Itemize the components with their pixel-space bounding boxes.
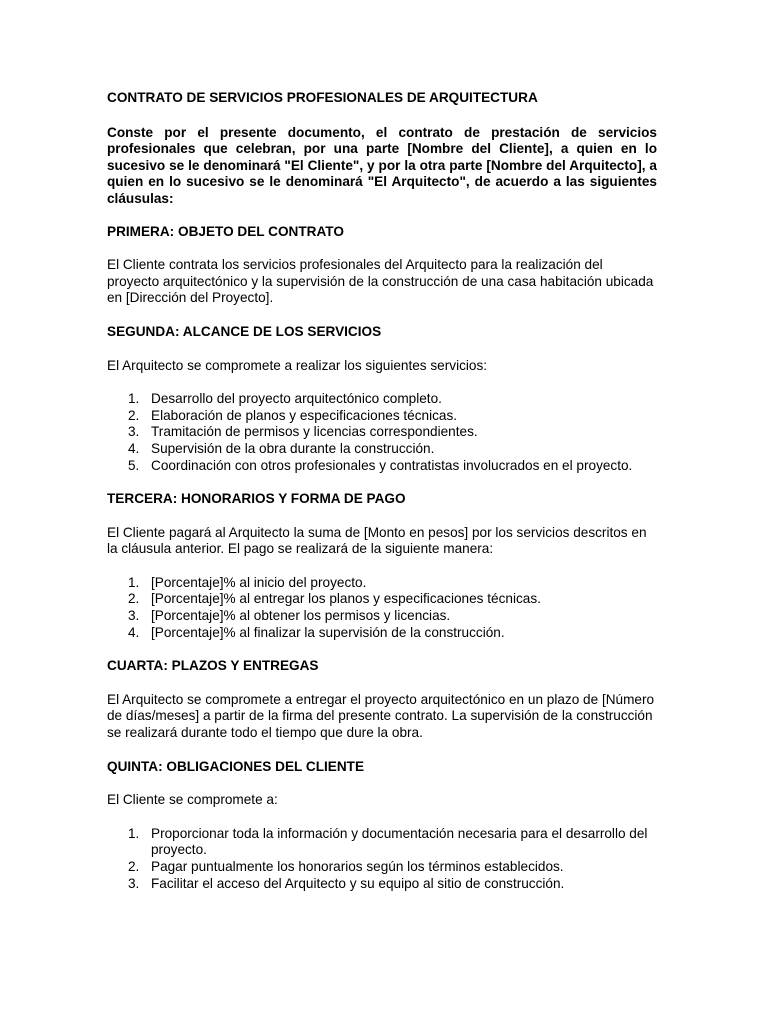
client-obligations-list <box>107 826 657 892</box>
list-item-text: Coordinación con otros profesionales y contratistas involucrados en el proyecto. <box>151 457 633 473</box>
list-item-number: 2. <box>128 591 140 607</box>
list-item-text: Desarrollo del proyecto arquitectónico completo. <box>151 391 442 407</box>
clause-paragraph-cuarta: El Arquitecto se compromete a entregar el proyecto arquitectónico en un plazo de [Número de días/meses] a partir de la firma del presente contrato. La supervisión de la construcción se realizará durante todo el tiempo que dure la obra. <box>107 691 655 741</box>
list-item-text: Elaboración de planos y especificaciones técnicas. <box>151 407 458 423</box>
clause-paragraph-segunda: El Arquitecto se compromete a realizar los siguientes servicios: <box>107 357 488 373</box>
list-item-number: 5. <box>128 457 140 473</box>
list-item-number: 3. <box>128 608 140 624</box>
list-item-number: 4. <box>128 440 140 456</box>
list-item-text: Tramitación de permisos y licencias correspondientes. <box>151 424 478 440</box>
list-item-number: 1. <box>128 391 140 407</box>
list-item-number: 4. <box>128 624 140 640</box>
clause-heading-cuarta: CUARTA: PLAZOS Y ENTREGAS <box>107 658 319 674</box>
list-item <box>107 608 657 625</box>
list-item-number: 2. <box>128 859 140 874</box>
list-item-text: [Porcentaje]% al obtener los permisos y licencias. <box>151 608 451 624</box>
list-item <box>107 826 657 859</box>
list-item-text: Supervisión de la obra durante la construcción. <box>151 440 435 456</box>
list-item <box>107 575 657 592</box>
list-item-text: Facilitar el acceso del Arquitecto y su equipo al sitio de construcción. <box>151 875 565 891</box>
clause-heading-quinta: QUINTA: OBLIGACIONES DEL CLIENTE <box>107 758 365 774</box>
clause-heading-tercera: TERCERA: HONORARIOS Y FORMA DE PAGO <box>107 491 406 507</box>
intro-paragraph: Conste por el presente documento, el contrato de prestación de servicios profesionales que celebran, por una parte [Nombre del Cliente], a quien en lo sucesivo se le denominará "El Cliente", y por la otra parte [Nombre del Arquitecto], a quien en lo sucesivo se le denominará "El Arquitecto", de acuerdo a las siguientes cláusulas: <box>107 124 657 206</box>
list-item-number: 3. <box>128 875 140 891</box>
services-list <box>107 391 657 474</box>
list-item-number: 1. <box>128 825 140 841</box>
list-item <box>107 859 657 876</box>
list-item <box>107 591 657 608</box>
list-item-text: [Porcentaje]% al inicio del proyecto. <box>151 574 367 590</box>
list-item-number: 2. <box>128 407 140 423</box>
list-item-text: [Porcentaje]% al finalizar la supervisión de la construcción. <box>151 624 505 640</box>
document-title: CONTRATO DE SERVICIOS PROFESIONALES DE ARQUITECTURA <box>107 90 538 105</box>
list-item-number: 1. <box>128 574 140 590</box>
list-item <box>107 441 657 458</box>
document-page <box>107 90 657 909</box>
list-item-text: Proporcionar toda la información y documentación necesaria para el desarrollo del proyecto. <box>151 825 648 858</box>
clause-heading-primera: PRIMERA: OBJETO DEL CONTRATO <box>107 223 344 239</box>
list-item <box>107 391 657 408</box>
list-item-text: Pagar puntualmente los honorarios según los términos establecidos. <box>151 859 564 874</box>
payment-list <box>107 575 657 641</box>
clause-paragraph-primera: El Cliente contrata los servicios profesionales del Arquitecto para la realización del proyecto arquitectónico y la supervisión de la construcción de una casa habitación ubicada en [Dirección del Proyecto]. <box>107 257 654 306</box>
list-item <box>107 625 657 642</box>
list-item <box>107 458 657 475</box>
list-item <box>107 424 657 441</box>
list-item <box>107 876 657 893</box>
list-item-text: [Porcentaje]% al entregar los planos y especificaciones técnicas. <box>151 591 541 607</box>
clause-paragraph-quinta: El Cliente se compromete a: <box>107 792 278 808</box>
clause-paragraph-tercera: El Cliente pagará al Arquitecto la suma de [Monto en pesos] por los servicios descritos en la cláusula anterior. El pago se realizará de la siguiente manera: <box>107 524 647 557</box>
clause-heading-segunda: SEGUNDA: ALCANCE DE LOS SERVICIOS <box>107 323 382 339</box>
list-item <box>107 408 657 425</box>
list-item-number: 3. <box>128 424 140 440</box>
